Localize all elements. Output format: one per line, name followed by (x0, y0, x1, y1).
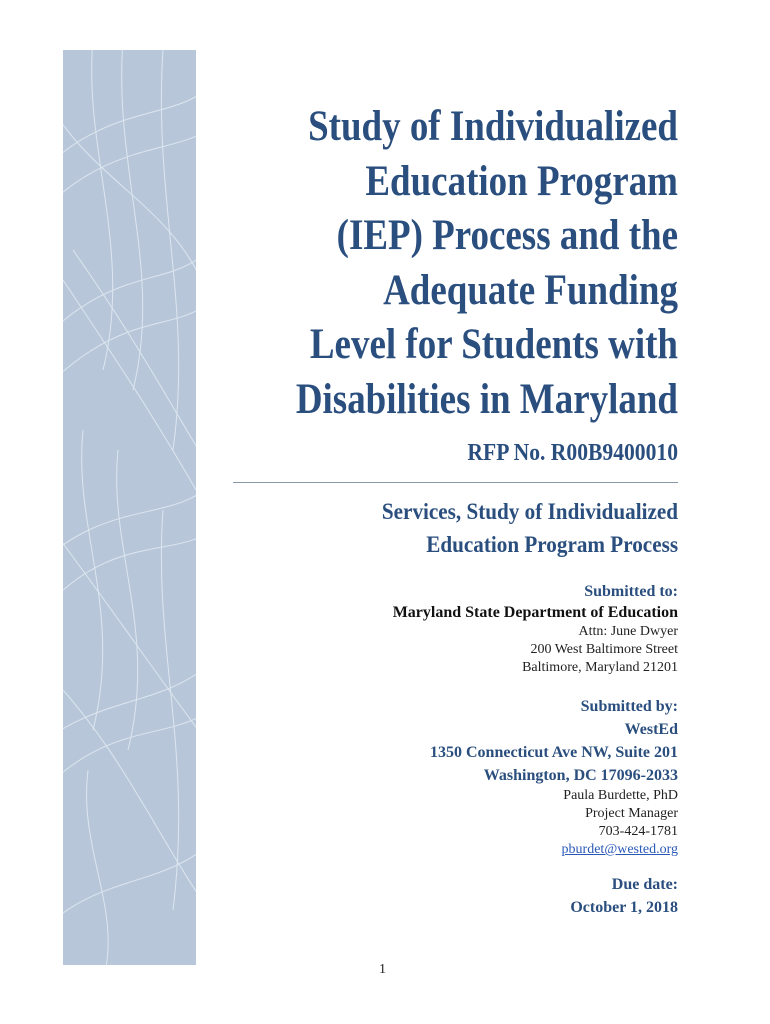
swirl-pattern-icon (63, 50, 196, 965)
due-date-value: October 1, 2018 (570, 899, 678, 916)
recipient-street: 200 West Baltimore Street (530, 642, 678, 657)
services-line: Services, Study of Individualized (381, 499, 678, 525)
submitted-to-block (393, 580, 678, 677)
due-date-heading: Due date: (611, 876, 678, 893)
services-line: Education Program Process (426, 532, 678, 558)
title-line: (IEP) Process and the (336, 212, 678, 259)
services-subtitle (382, 496, 678, 562)
title-line: Adequate Funding (383, 266, 678, 314)
title-line: Study of Individualized (308, 103, 678, 150)
recipient-organization: Maryland State Department of Education (392, 604, 678, 621)
contact-phone: 703-424-1781 (598, 824, 678, 839)
title-line: Education Program (365, 157, 678, 205)
contact-title: Project Manager (585, 806, 678, 821)
title-line: Level for Students with (309, 321, 678, 368)
contact-email-link[interactable]: pburdet@wested.org (561, 842, 678, 857)
page-number: 1 (379, 962, 386, 977)
submitted-to-heading: Submitted to: (584, 583, 678, 600)
title-line: Disabilities in Maryland (295, 375, 678, 423)
decorative-sidebar (63, 50, 196, 965)
contact-name: Paula Burdette, PhD (563, 788, 678, 803)
recipient-attn: Attn: June Dwyer (578, 624, 678, 639)
submitter-organization: WestEd (624, 721, 678, 738)
due-date-block (570, 873, 678, 919)
submitter-city: Washington, DC 17096-2033 (483, 767, 678, 784)
submitter-street: 1350 Connecticut Ave NW, Suite 201 (430, 744, 678, 761)
rfp-number: RFP No. R00B9400010 (467, 440, 678, 466)
recipient-city: Baltimore, Maryland 21201 (522, 660, 678, 675)
submitted-by-heading: Submitted by: (580, 698, 678, 715)
submitted-by-block (430, 695, 678, 859)
divider (233, 482, 678, 483)
document-title (267, 100, 678, 427)
